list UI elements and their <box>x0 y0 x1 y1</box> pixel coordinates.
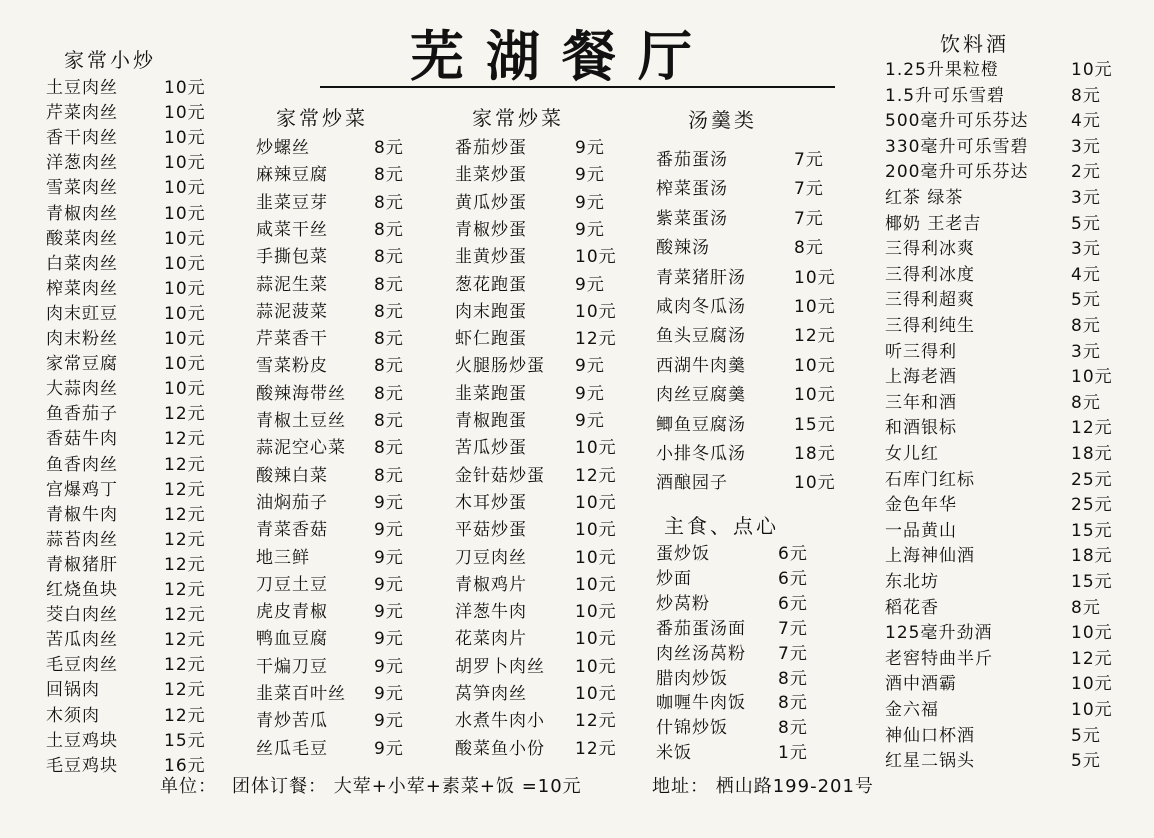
menu-item-price: 8元 <box>794 238 824 259</box>
menu-item-price: 8元 <box>374 219 404 240</box>
menu-item-name: 米饭 <box>656 743 692 764</box>
menu-item-price: 4元 <box>1071 264 1101 285</box>
menu-item-price: 7元 <box>778 618 808 639</box>
menu-item-name: 青椒猪肝 <box>46 554 118 575</box>
menu-item-name: 东北坊 <box>885 572 939 592</box>
menu-item-name: 金色年华 <box>885 495 957 516</box>
menu-item-price: 10元 <box>164 253 206 274</box>
menu-item-price: 12元 <box>164 705 206 726</box>
menu-item-name: 花菜肉片 <box>455 629 527 650</box>
menu-item-price: 4元 <box>1071 111 1101 132</box>
menu-item-price: 9元 <box>575 192 605 213</box>
menu-item-name: 青菜香菇 <box>256 520 328 541</box>
menu-item-name: 韭菜跑蛋 <box>455 383 527 404</box>
menu-item-name: 青椒炒蛋 <box>455 219 527 240</box>
menu-item-price: 6元 <box>778 544 808 564</box>
menu-item-price: 9元 <box>374 684 404 704</box>
menu-item-price: 8元 <box>1071 316 1101 336</box>
menu-item-price: 12元 <box>164 630 206 651</box>
menu-item-name: 酒酿园子 <box>656 473 728 494</box>
menu-item-name: 鸭血豆腐 <box>256 629 328 650</box>
menu-item-name: 酸辣海带丝 <box>256 383 346 404</box>
menu-item-name: 胡罗卜肉丝 <box>455 656 545 677</box>
menu-item-name: 200毫升可乐芬达 <box>885 162 1029 183</box>
menu-item-name: 咸肉冬瓜汤 <box>656 297 746 317</box>
menu-item-name: 刀豆土豆 <box>256 574 328 595</box>
menu-item-price: 10元 <box>164 78 206 98</box>
menu-item-price: 12元 <box>575 738 617 759</box>
menu-item-price: 9元 <box>374 629 404 650</box>
menu-item-price: 3元 <box>1071 239 1101 260</box>
menu-item-name: 土豆鸡块 <box>46 730 118 751</box>
menu-item-price: 18元 <box>1071 546 1113 567</box>
menu-item-name: 一品黄山 <box>885 520 957 541</box>
menu-item-name: 白菜肉丝 <box>46 253 118 274</box>
menu-item-name: 洋葱牛肉 <box>455 602 527 623</box>
menu-item-price: 8元 <box>374 165 404 186</box>
menu-item-price: 8元 <box>374 411 404 431</box>
menu-item-price: 8元 <box>1071 392 1101 413</box>
menu-item-price: 10元 <box>164 354 206 375</box>
menu-item-price: 12元 <box>164 429 206 450</box>
menu-item-name: 榨菜肉丝 <box>46 278 118 299</box>
menu-item-price: 12元 <box>1071 418 1113 439</box>
menu-item-price: 10元 <box>164 379 206 400</box>
menu-item-name: 火腿肠炒蛋 <box>455 356 545 377</box>
menu-item-name: 听三得利 <box>885 341 957 362</box>
menu-item-name: 番茄炒蛋 <box>455 138 527 158</box>
menu-item-name: 青椒跑蛋 <box>455 411 527 431</box>
menu-item-name: 酸辣白菜 <box>256 465 328 486</box>
menu-item-name: 手撕包菜 <box>256 247 328 268</box>
menu-item-name: 椰奶 王老吉 <box>885 213 982 234</box>
menu-item-name: 蛋炒饭 <box>656 544 710 564</box>
menu-item-name: 鲫鱼豆腐汤 <box>656 414 746 435</box>
menu-item-name: 什锦炒饭 <box>656 718 728 739</box>
menu-item-price: 1元 <box>778 743 808 764</box>
section-heading: 家常炒菜 <box>472 106 564 130</box>
menu-item-price: 8元 <box>374 438 404 459</box>
menu-item-price: 3元 <box>1071 188 1101 208</box>
menu-item-price: 9元 <box>575 356 605 377</box>
menu-item-price: 10元 <box>1071 674 1113 695</box>
restaurant-title: 芜湖餐厅 <box>410 24 714 88</box>
menu-item-name: 蒜苔肉丝 <box>46 529 118 550</box>
menu-item-name: 麻辣豆腐 <box>256 165 328 186</box>
menu-item-price: 18元 <box>794 444 836 464</box>
menu-item-name: 紫菜蛋汤 <box>656 208 728 229</box>
menu-item-name: 虎皮青椒 <box>256 602 328 623</box>
menu-item-price: 16元 <box>164 755 206 776</box>
menu-item-price: 18元 <box>1071 444 1113 464</box>
menu-item-price: 5元 <box>1071 751 1101 772</box>
menu-item-price: 10元 <box>164 128 206 149</box>
menu-item-price: 12元 <box>794 326 836 347</box>
menu-item-price: 10元 <box>1071 623 1113 644</box>
menu-item-price: 9元 <box>374 547 404 568</box>
menu-item-name: 小排冬瓜汤 <box>656 444 746 464</box>
menu-item-price: 25元 <box>1071 469 1113 490</box>
menu-item-name: 鱼头豆腐汤 <box>656 326 746 347</box>
menu-item-name: 地三鲜 <box>256 547 310 568</box>
menu-item-name: 稻花香 <box>885 597 939 618</box>
menu-item-name: 家常豆腐 <box>46 354 118 375</box>
menu-item-price: 10元 <box>794 385 836 406</box>
menu-item-name: 回锅肉 <box>46 680 100 701</box>
menu-item-price: 15元 <box>1071 572 1113 592</box>
menu-item-price: 8元 <box>374 247 404 268</box>
menu-item-price: 12元 <box>164 680 206 701</box>
menu-item-price: 10元 <box>575 547 617 568</box>
menu-item-price: 2元 <box>1071 162 1101 183</box>
menu-item-name: 韭黄炒蛋 <box>455 247 527 268</box>
menu-item-price: 10元 <box>164 103 206 124</box>
menu-item-name: 炒莴粉 <box>656 593 710 614</box>
menu-item-price: 10元 <box>164 303 206 324</box>
menu-item-name: 苦瓜炒蛋 <box>455 438 527 459</box>
section-heading: 饮料酒 <box>940 32 1009 56</box>
menu-item-name: 大蒜肉丝 <box>46 379 118 400</box>
menu-item-price: 10元 <box>575 602 617 623</box>
menu-item-name: 三得利冰度 <box>885 264 975 285</box>
menu-item-name: 毛豆肉丝 <box>46 655 118 676</box>
menu-item-name: 1.25升果粒橙 <box>885 60 999 80</box>
menu-item-price: 10元 <box>794 473 836 494</box>
menu-item-price: 9元 <box>374 492 404 513</box>
menu-item-name: 蒜泥空心菜 <box>256 438 346 459</box>
menu-item-price: 12元 <box>164 580 206 600</box>
menu-item-name: 韭菜百叶丝 <box>256 684 346 704</box>
menu-item-name: 石库门红标 <box>885 469 975 490</box>
menu-item-name: 酸辣汤 <box>656 238 710 259</box>
menu-item-price: 5元 <box>1071 290 1101 311</box>
menu-item-name: 125毫升劲酒 <box>885 623 993 644</box>
menu-item-price: 8元 <box>374 465 404 486</box>
menu-item-name: 木耳炒蛋 <box>455 492 527 513</box>
menu-item-name: 1.5升可乐雪碧 <box>885 85 1006 106</box>
footer-group-order: 团体订餐： 大荤+小荤+素菜+饭 =10元 <box>232 776 582 797</box>
menu-item-price: 25元 <box>1071 495 1113 516</box>
menu-item-name: 肉末跑蛋 <box>455 301 527 322</box>
menu-item-price: 5元 <box>1071 725 1101 746</box>
menu-item-price: 10元 <box>1071 367 1113 388</box>
menu-item-price: 7元 <box>794 208 824 229</box>
menu-item-price: 10元 <box>575 492 617 513</box>
menu-item-price: 12元 <box>1071 648 1113 669</box>
menu-item-price: 10元 <box>575 629 617 650</box>
menu-item-price: 3元 <box>1071 136 1101 157</box>
menu-item-price: 10元 <box>794 267 836 288</box>
menu-item-name: 三得利超爽 <box>885 290 975 311</box>
menu-item-name: 三得利冰爽 <box>885 239 975 260</box>
menu-item-name: 肉丝汤莴粉 <box>656 643 746 664</box>
menu-item-name: 芹菜肉丝 <box>46 103 118 124</box>
menu-item-price: 3元 <box>1071 341 1101 362</box>
menu-item-price: 8元 <box>778 718 808 739</box>
menu-item-name: 木须肉 <box>46 705 100 726</box>
menu-item-price: 10元 <box>164 278 206 299</box>
menu-item-price: 8元 <box>374 329 404 350</box>
menu-item-price: 12元 <box>164 655 206 676</box>
menu-item-price: 7元 <box>794 150 824 170</box>
menu-item-name: 500毫升可乐芬达 <box>885 111 1029 132</box>
menu-item-price: 12元 <box>164 554 206 575</box>
menu-item-price: 7元 <box>794 179 824 200</box>
menu-item-name: 韭菜炒蛋 <box>455 165 527 186</box>
menu-item-name: 丝瓜毛豆 <box>256 738 328 759</box>
title-underline <box>320 86 835 88</box>
section-heading: 汤羹类 <box>688 108 757 132</box>
menu-item-name: 番茄蛋汤 <box>656 150 728 170</box>
menu-item-name: 油焖茄子 <box>256 492 328 513</box>
menu-item-price: 12元 <box>164 605 206 626</box>
menu-item-name: 咸菜干丝 <box>256 219 328 240</box>
menu-item-price: 12元 <box>575 329 617 350</box>
menu-item-name: 肉丝豆腐羹 <box>656 385 746 406</box>
menu-item-price: 9元 <box>374 602 404 623</box>
menu-item-name: 红茶 绿茶 <box>885 188 964 208</box>
menu-item-name: 鱼香茄子 <box>46 404 118 425</box>
menu-item-price: 9元 <box>575 411 605 431</box>
menu-item-price: 9元 <box>575 165 605 186</box>
menu-item-name: 虾仁跑蛋 <box>455 329 527 350</box>
menu-item-name: 老窖特曲半斤 <box>885 648 993 669</box>
menu-item-name: 炒面 <box>656 568 692 589</box>
menu-item-name: 榨菜蛋汤 <box>656 179 728 200</box>
menu-item-name: 肉末粉丝 <box>46 329 118 349</box>
menu-item-price: 10元 <box>164 329 206 349</box>
menu-item-price: 9元 <box>575 138 605 158</box>
menu-item-name: 番茄蛋汤面 <box>656 618 746 639</box>
menu-item-price: 8元 <box>374 356 404 377</box>
menu-item-name: 韭菜豆芽 <box>256 192 328 213</box>
menu-item-price: 8元 <box>374 138 404 158</box>
menu-item-name: 青椒土豆丝 <box>256 411 346 431</box>
menu-item-name: 肉末豇豆 <box>46 303 118 324</box>
menu-item-price: 12元 <box>164 479 206 500</box>
menu-item-name: 和酒银标 <box>885 418 957 439</box>
menu-item-name: 酸菜鱼小份 <box>455 738 545 759</box>
menu-item-price: 10元 <box>575 301 617 322</box>
menu-item-name: 女儿红 <box>885 444 939 464</box>
menu-item-name: 青炒苦瓜 <box>256 711 328 732</box>
menu-item-price: 12元 <box>164 404 206 425</box>
menu-item-name: 金六福 <box>885 700 939 720</box>
menu-item-name: 330毫升可乐雪碧 <box>885 136 1029 157</box>
menu-item-name: 酸菜肉丝 <box>46 228 118 249</box>
menu-item-price: 10元 <box>575 656 617 677</box>
section-heading: 家常炒菜 <box>276 106 368 130</box>
menu-item-name: 苦瓜肉丝 <box>46 630 118 651</box>
menu-item-price: 8元 <box>374 192 404 213</box>
menu-item-price: 12元 <box>575 465 617 486</box>
menu-item-price: 9元 <box>575 383 605 404</box>
menu-item-price: 8元 <box>374 274 404 295</box>
menu-item-name: 三得利纯生 <box>885 316 975 336</box>
menu-item-price: 12元 <box>164 504 206 525</box>
menu-item-name: 咖喱牛肉饭 <box>656 693 746 714</box>
menu-item-name: 青椒鸡片 <box>455 574 527 595</box>
menu-item-name: 土豆肉丝 <box>46 78 118 98</box>
menu-item-price: 10元 <box>575 247 617 268</box>
menu-item-name: 酒中酒霸 <box>885 674 957 695</box>
menu-item-name: 上海老酒 <box>885 367 957 388</box>
menu-item-name: 香干肉丝 <box>46 128 118 149</box>
menu-item-price: 12元 <box>164 454 206 475</box>
section-heading: 主食、点心 <box>664 514 779 538</box>
menu-item-price: 9元 <box>374 711 404 732</box>
menu-item-name: 神仙口杯酒 <box>885 725 975 746</box>
menu-item-name: 鱼香肉丝 <box>46 454 118 475</box>
menu-item-price: 8元 <box>374 383 404 404</box>
menu-item-name: 刀豆肉丝 <box>455 547 527 568</box>
menu-item-price: 10元 <box>575 574 617 595</box>
menu-item-price: 12元 <box>575 711 617 732</box>
menu-item-name: 蒜泥生菜 <box>256 274 328 295</box>
menu-item-price: 6元 <box>778 568 808 589</box>
menu-item-price: 8元 <box>1071 597 1101 618</box>
menu-item-price: 10元 <box>1071 700 1113 720</box>
menu-item-price: 15元 <box>1071 520 1113 541</box>
menu-item-price: 10元 <box>164 153 206 174</box>
menu-item-name: 葱花跑蛋 <box>455 274 527 295</box>
menu-item-name: 宫爆鸡丁 <box>46 479 118 500</box>
menu-item-name: 干煸刀豆 <box>256 656 328 677</box>
menu-item-price: 10元 <box>794 355 836 376</box>
menu-item-name: 香菇牛肉 <box>46 429 118 450</box>
menu-item-price: 10元 <box>1071 60 1113 80</box>
footer-address: 地址： 栖山路199-201号 <box>652 776 874 797</box>
menu-item-name: 上海神仙酒 <box>885 546 975 567</box>
menu-item-name: 茭白肉丝 <box>46 605 118 626</box>
menu-item-price: 10元 <box>575 438 617 459</box>
menu-item-price: 9元 <box>374 574 404 595</box>
menu-item-price: 7元 <box>778 643 808 664</box>
menu-item-name: 西湖牛肉羹 <box>656 355 746 376</box>
menu-item-price: 6元 <box>778 593 808 614</box>
menu-item-price: 10元 <box>164 228 206 249</box>
menu-item-name: 红烧鱼块 <box>46 580 118 600</box>
menu-item-price: 10元 <box>575 684 617 704</box>
menu-item-name: 炒螺丝 <box>256 138 310 158</box>
menu-item-price: 9元 <box>575 274 605 295</box>
menu-item-name: 腊肉炒饭 <box>656 668 728 689</box>
menu-item-price: 9元 <box>575 219 605 240</box>
menu-item-name: 蒜泥菠菜 <box>256 301 328 322</box>
menu-item-name: 青椒牛肉 <box>46 504 118 525</box>
menu-item-price: 9元 <box>374 738 404 759</box>
menu-item-price: 9元 <box>374 656 404 677</box>
menu-item-name: 莴笋肉丝 <box>455 684 527 704</box>
menu-item-price: 10元 <box>164 203 206 224</box>
menu-item-name: 红星二锅头 <box>885 751 975 772</box>
footer-unit: 单位： <box>160 776 217 797</box>
menu-item-name: 水煮牛肉小 <box>455 711 545 732</box>
menu-item-price: 10元 <box>164 178 206 199</box>
menu-item-name: 黄瓜炒蛋 <box>455 192 527 213</box>
menu-item-price: 8元 <box>374 301 404 322</box>
menu-item-name: 芹菜香干 <box>256 329 328 350</box>
menu-item-price: 10元 <box>794 297 836 317</box>
menu-item-price: 12元 <box>164 529 206 550</box>
menu-item-name: 三年和酒 <box>885 392 957 413</box>
menu-item-price: 9元 <box>374 520 404 541</box>
section-heading: 家常小炒 <box>64 48 156 72</box>
menu-item-name: 青菜猪肝汤 <box>656 267 746 288</box>
menu-item-name: 雪菜肉丝 <box>46 178 118 199</box>
menu-item-name: 金针菇炒蛋 <box>455 465 545 486</box>
menu-item-price: 8元 <box>778 693 808 714</box>
menu-item-name: 雪菜粉皮 <box>256 356 328 377</box>
menu-item-price: 8元 <box>778 668 808 689</box>
menu-item-price: 15元 <box>794 414 836 435</box>
menu-item-name: 洋葱肉丝 <box>46 153 118 174</box>
menu-item-price: 15元 <box>164 730 206 751</box>
menu-item-name: 青椒肉丝 <box>46 203 118 224</box>
menu-item-price: 10元 <box>575 520 617 541</box>
menu-item-price: 8元 <box>1071 85 1101 106</box>
menu-item-name: 毛豆鸡块 <box>46 755 118 776</box>
menu-item-price: 5元 <box>1071 213 1101 234</box>
menu-item-name: 平菇炒蛋 <box>455 520 527 541</box>
